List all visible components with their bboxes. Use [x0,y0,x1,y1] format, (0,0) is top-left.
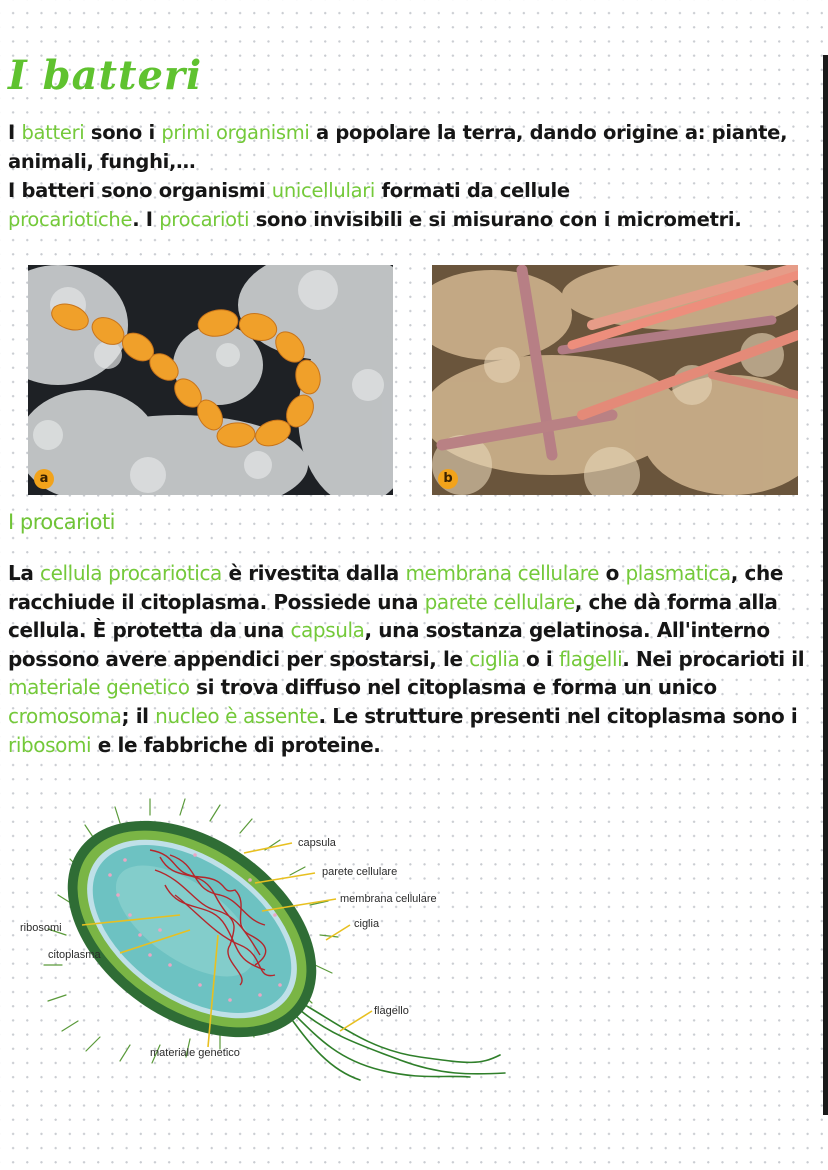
photo-label-a: a [34,469,54,489]
label-citoplasma: citoplasma [48,949,101,961]
keyword: materiale genetico [8,675,190,700]
body-paragraph: La cellula procariotica è rivestita dalla membrana cellulare o plasmatica, che racchiude il citoplasma. Possiede una parete cellulare, che dà forma alla cellula. È protetta da una capsula, una sostanza gelatinosa. All'interno possono avere appendici per spostarsi, le ciglia o i flagelli. Nei procarioti il materiale genetico si trova diffuso nel citoplasma e forma un unico cromosoma; il nucleo è assente. Le strutture presenti nel citoplasma sono i ribosomi e le fabbriche di proteine. [8,561,805,757]
keyword: capsula [290,618,365,643]
label-ciglia: ciglia [354,918,380,930]
keyword: ciglia [469,646,520,671]
keyword: membrana cellulare [405,561,599,585]
keyword: plasmatica [625,561,731,585]
keyword: ribosomi [8,732,92,757]
keyword: cellula procariotica [40,561,222,585]
page-edge [823,55,828,1115]
intro-paragraph: I batteri sono i primi organismi a popolare la terra, dando origine a: piante, animali, funghi,… I batteri sono organismi unicellulari formati da cellule procariotiche. I procarioti sono invisibili e si misurano con i micrometri. [8,121,788,231]
label-parete-cellulare: parete cellulare [322,866,398,878]
label-capsula: capsula [298,837,336,849]
keyword: nucleo è assente [155,703,319,728]
section-subtitle: I procarioti [8,510,116,534]
prokaryotic-cell-diagram [0,795,520,1085]
keyword: procariotiche [8,208,133,231]
label-materiale-genetico: materiale genetico [150,1047,240,1059]
photo-label-b: b [438,469,458,489]
page-title: I batteri [8,52,203,99]
label-ribosomi: ribosomi [20,922,62,934]
keyword: procarioti [159,208,250,231]
keyword: primi organismi [161,121,310,144]
keyword: unicellulari [271,179,376,202]
photo-bacilli [432,265,798,495]
keyword: batteri [21,121,85,144]
label-membrana-cellulare: membrana cellulare [340,893,437,905]
keyword: cromosoma [8,703,122,728]
label-flagello: flagello [374,1005,409,1017]
photo-streptococci [28,265,393,495]
keyword: flagelli [558,646,623,671]
keyword: parete cellulare [424,589,575,614]
